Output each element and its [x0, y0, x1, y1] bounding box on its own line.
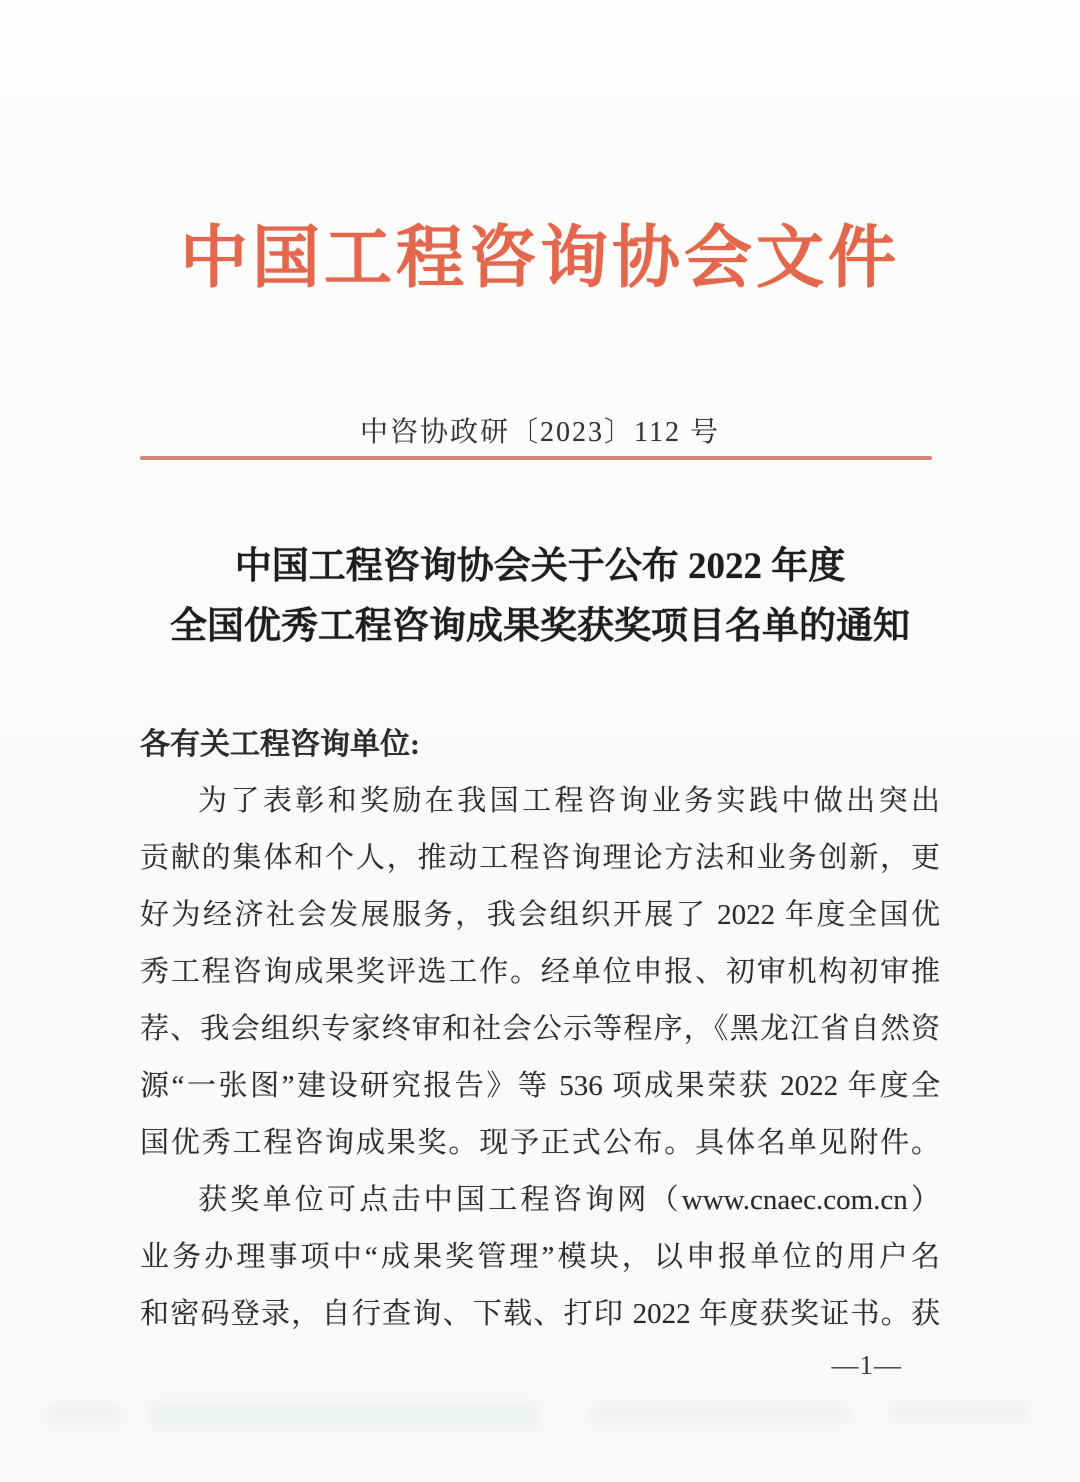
body-line: 源“一张图”建设研究报告》等 536 项成果荣获 2022 年度全: [140, 1070, 940, 1102]
body-line: 为了表彰和奖励在我国工程咨询业务实践中做出突出: [198, 785, 940, 817]
page-bleed-through: [30, 1398, 1050, 1446]
salutation: 各有关工程咨询单位:: [140, 728, 420, 761]
body-line: 好为经济社会发展服务，我会组织开展了 2022 年度全国优: [140, 899, 940, 931]
red-separator-line: [140, 456, 932, 460]
body-line: 业务办理事项中“成果奖管理”模块，以申报单位的用户名: [140, 1241, 940, 1273]
body-line: 贡献的集体和个人，推动工程咨询理论方法和业务创新，更: [140, 842, 940, 874]
body-line: 荐、我会组织专家终审和社会公示等程序，《黑龙江省自然资: [140, 1013, 940, 1045]
letterhead-title: 中国工程咨询协会文件: [179, 220, 900, 296]
notice-title-line-2: 全国优秀工程咨询成果奖获奖项目名单的通知: [170, 606, 910, 647]
body-text: [140, 716, 940, 1343]
body-line: 和密码登录，自行查询、下载、打印 2022 年度获奖证书。获: [140, 1298, 940, 1330]
notice-title-line-1: 中国工程咨询协会关于公布 2022 年度: [234, 546, 846, 587]
body-line: 秀工程咨询成果奖评选工作。经单位申报、初审机构初审推: [140, 956, 940, 988]
body-line: 国优秀工程咨询成果奖。现予正式公布。具体名单见附件。: [140, 1127, 940, 1159]
notice-title: [0, 537, 1080, 657]
body-line: 获奖单位可点击中国工程咨询网（www.cnaec.com.cn）: [198, 1184, 940, 1216]
document-number: 中咨协政研〔2023〕112 号: [360, 417, 720, 448]
page-number: —1—: [831, 1350, 902, 1380]
